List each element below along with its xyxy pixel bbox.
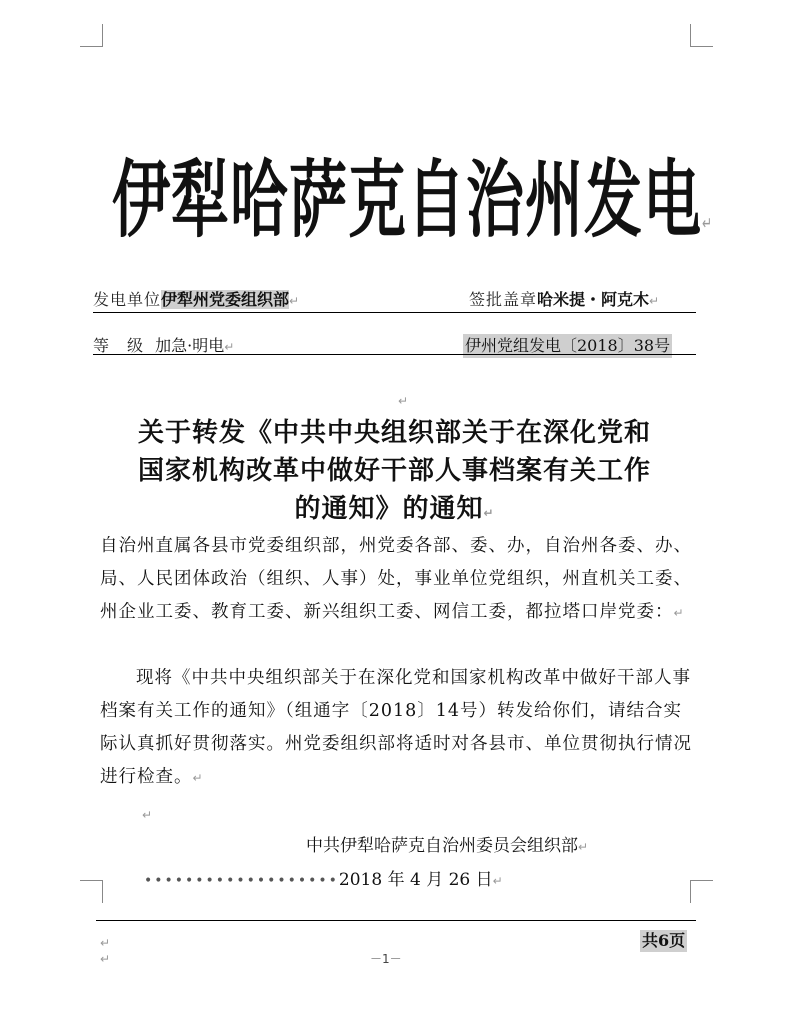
signature-date-row xyxy=(144,868,503,893)
doc-number: 伊州党组发电〔2018〕38号 xyxy=(463,334,672,358)
total-pages: 共6页 xyxy=(642,931,686,950)
paragraph-mark: ↵ xyxy=(142,808,153,822)
title-line-2: 国家机构改革中做好干部人事档案有关工作 xyxy=(137,456,651,486)
title-line-1: 关于转发《中共中央组织部关于在深化党和 xyxy=(137,418,651,448)
sender-label: 发电单位 xyxy=(93,290,162,309)
signer-value: 哈米提・阿克木 xyxy=(537,290,650,309)
crop-mark-bottom-left xyxy=(80,880,103,903)
paragraph-mark: ↵ xyxy=(702,212,714,234)
paragraph-mark: ↵ xyxy=(483,506,495,520)
signature-org-text: 中共伊犁哈萨克自治州委员会组织部 xyxy=(306,836,578,856)
paragraph-mark: ↵ xyxy=(100,952,111,966)
signer-label: 签批盖章 xyxy=(469,290,538,309)
crop-mark-top-right xyxy=(690,24,713,47)
paragraph-mark: ↵ xyxy=(673,606,685,620)
paragraph-mark: ↵ xyxy=(398,394,409,408)
recipients-paragraph xyxy=(100,530,698,630)
recipients-text: 自治州直属各县市党委组织部，州党委各部、委、办，自治州各委、办、局、人民团体政治（组织、人事）处，事业单位党组织，州直机关工委、州企业工委、教育工委、新兴组织工委、网信工委，都拉塔口岸党委： xyxy=(100,536,692,622)
sender-value: 伊犁州党委组织部 xyxy=(161,290,290,309)
paragraph-mark: ↵ xyxy=(192,771,204,785)
grade-label: 等 级 xyxy=(93,336,145,355)
dot-leader: ••••••••••••••••••• xyxy=(144,873,339,889)
signature-org xyxy=(306,834,588,859)
crop-mark-top-left xyxy=(80,24,103,47)
masthead xyxy=(112,120,714,280)
paragraph-mark: ↵ xyxy=(289,294,300,308)
paragraph-mark: ↵ xyxy=(492,874,503,888)
footer-divider xyxy=(96,920,696,921)
paragraph-mark: ↵ xyxy=(100,936,111,950)
page-number: －1－ xyxy=(370,952,402,966)
document-title xyxy=(93,414,696,532)
header-divider-1 xyxy=(93,312,696,313)
body-paragraph xyxy=(100,662,698,795)
paragraph-mark: ↵ xyxy=(578,840,589,854)
header-divider-2 xyxy=(93,354,696,355)
signer-group xyxy=(469,288,659,313)
grade-value: 加急·明电 xyxy=(155,336,225,355)
header-row-sender xyxy=(93,288,693,312)
paragraph-mark: ↵ xyxy=(224,340,235,354)
signature-date: 2018 年 4 月 26 日 xyxy=(338,870,493,890)
body-text: 现将《中共中央组织部关于在深化党和国家机构改革中做好干部人事档案有关工作的通知》（组通字〔2018〕14号）转发给你们，请结合实际认真抓好贯彻落实。州党委组织部将适时对各县市、单位贯彻执行情况进行检查。 xyxy=(100,668,692,787)
paragraph-mark: ↵ xyxy=(649,294,660,308)
masthead-title: 伊犁哈萨克自治州发电 xyxy=(112,150,703,250)
crop-mark-bottom-right xyxy=(690,880,713,903)
title-line-3: 的通知》的通知 xyxy=(294,494,484,524)
